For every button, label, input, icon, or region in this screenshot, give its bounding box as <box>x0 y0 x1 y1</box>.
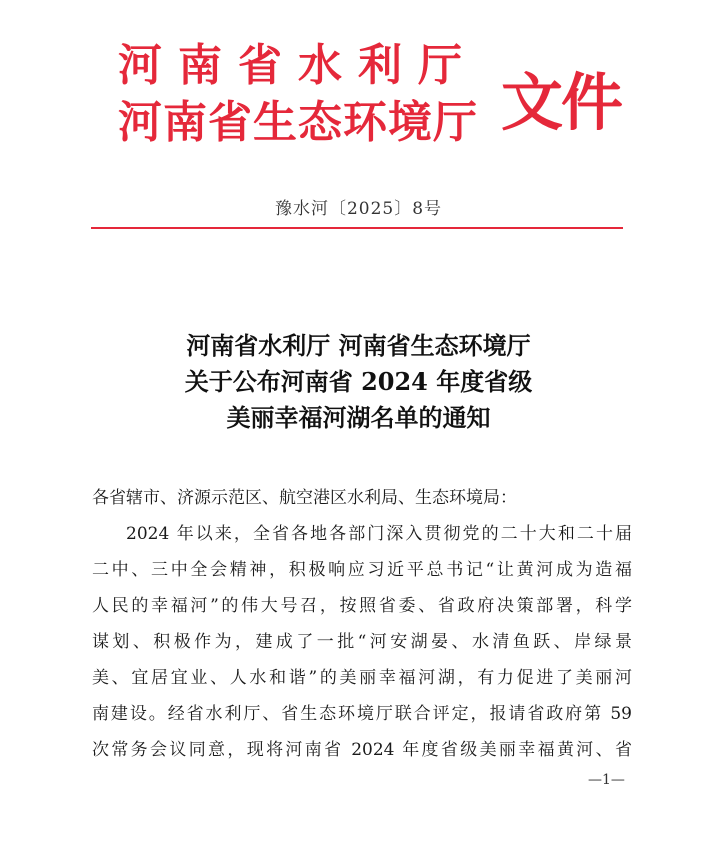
page-number: —1— <box>588 772 625 788</box>
masthead-issuer-water: 河南省水利厅 <box>118 40 478 91</box>
paragraph-line: 二中、三中全会精神，积极响应习近平总书记“让黄河成为造福 <box>92 560 632 580</box>
document-title <box>0 328 717 436</box>
title-line-3: 美丽幸福河湖名单的通知 <box>226 403 491 432</box>
red-divider-line <box>91 227 623 229</box>
red-masthead <box>118 38 622 156</box>
paragraph-line: 美、宜居宜业、人水和谐”的美丽幸福河湖，有力促进了美丽河 <box>92 668 632 688</box>
masthead-issuer-ecology: 河南省生态环境厅 <box>118 97 478 148</box>
masthead-document-label: 文件 <box>501 66 622 139</box>
salutation: 各省辖市、济源示范区、航空港区水利局、生态环境局： <box>92 488 517 508</box>
document-number: 豫水河〔2025〕8号 <box>274 199 443 219</box>
paragraph-line: 南建设。经省水利厅、省生态环境厅联合评定，报请省政府第 59 <box>92 704 632 724</box>
title-line-1: 河南省水利厅 河南省生态环境厅 <box>186 331 531 360</box>
paragraph-line: 次常务会议同意，现将河南省 2024 年度省级美丽幸福黄河、省 <box>92 740 632 760</box>
paragraph-line: 人民的幸福河”的伟大号召，按照省委、省政府决策部署，科学 <box>92 596 632 616</box>
paragraph-line: 谋划、积极作为，建成了一批“河安湖晏、水清鱼跃、岸绿景 <box>92 632 632 652</box>
paragraph-line: 2024 年以来，全省各地各部门深入贯彻党的二十大和二十届 <box>126 524 632 544</box>
title-line-2: 关于公布河南省 2024 年度省级 <box>184 367 533 396</box>
